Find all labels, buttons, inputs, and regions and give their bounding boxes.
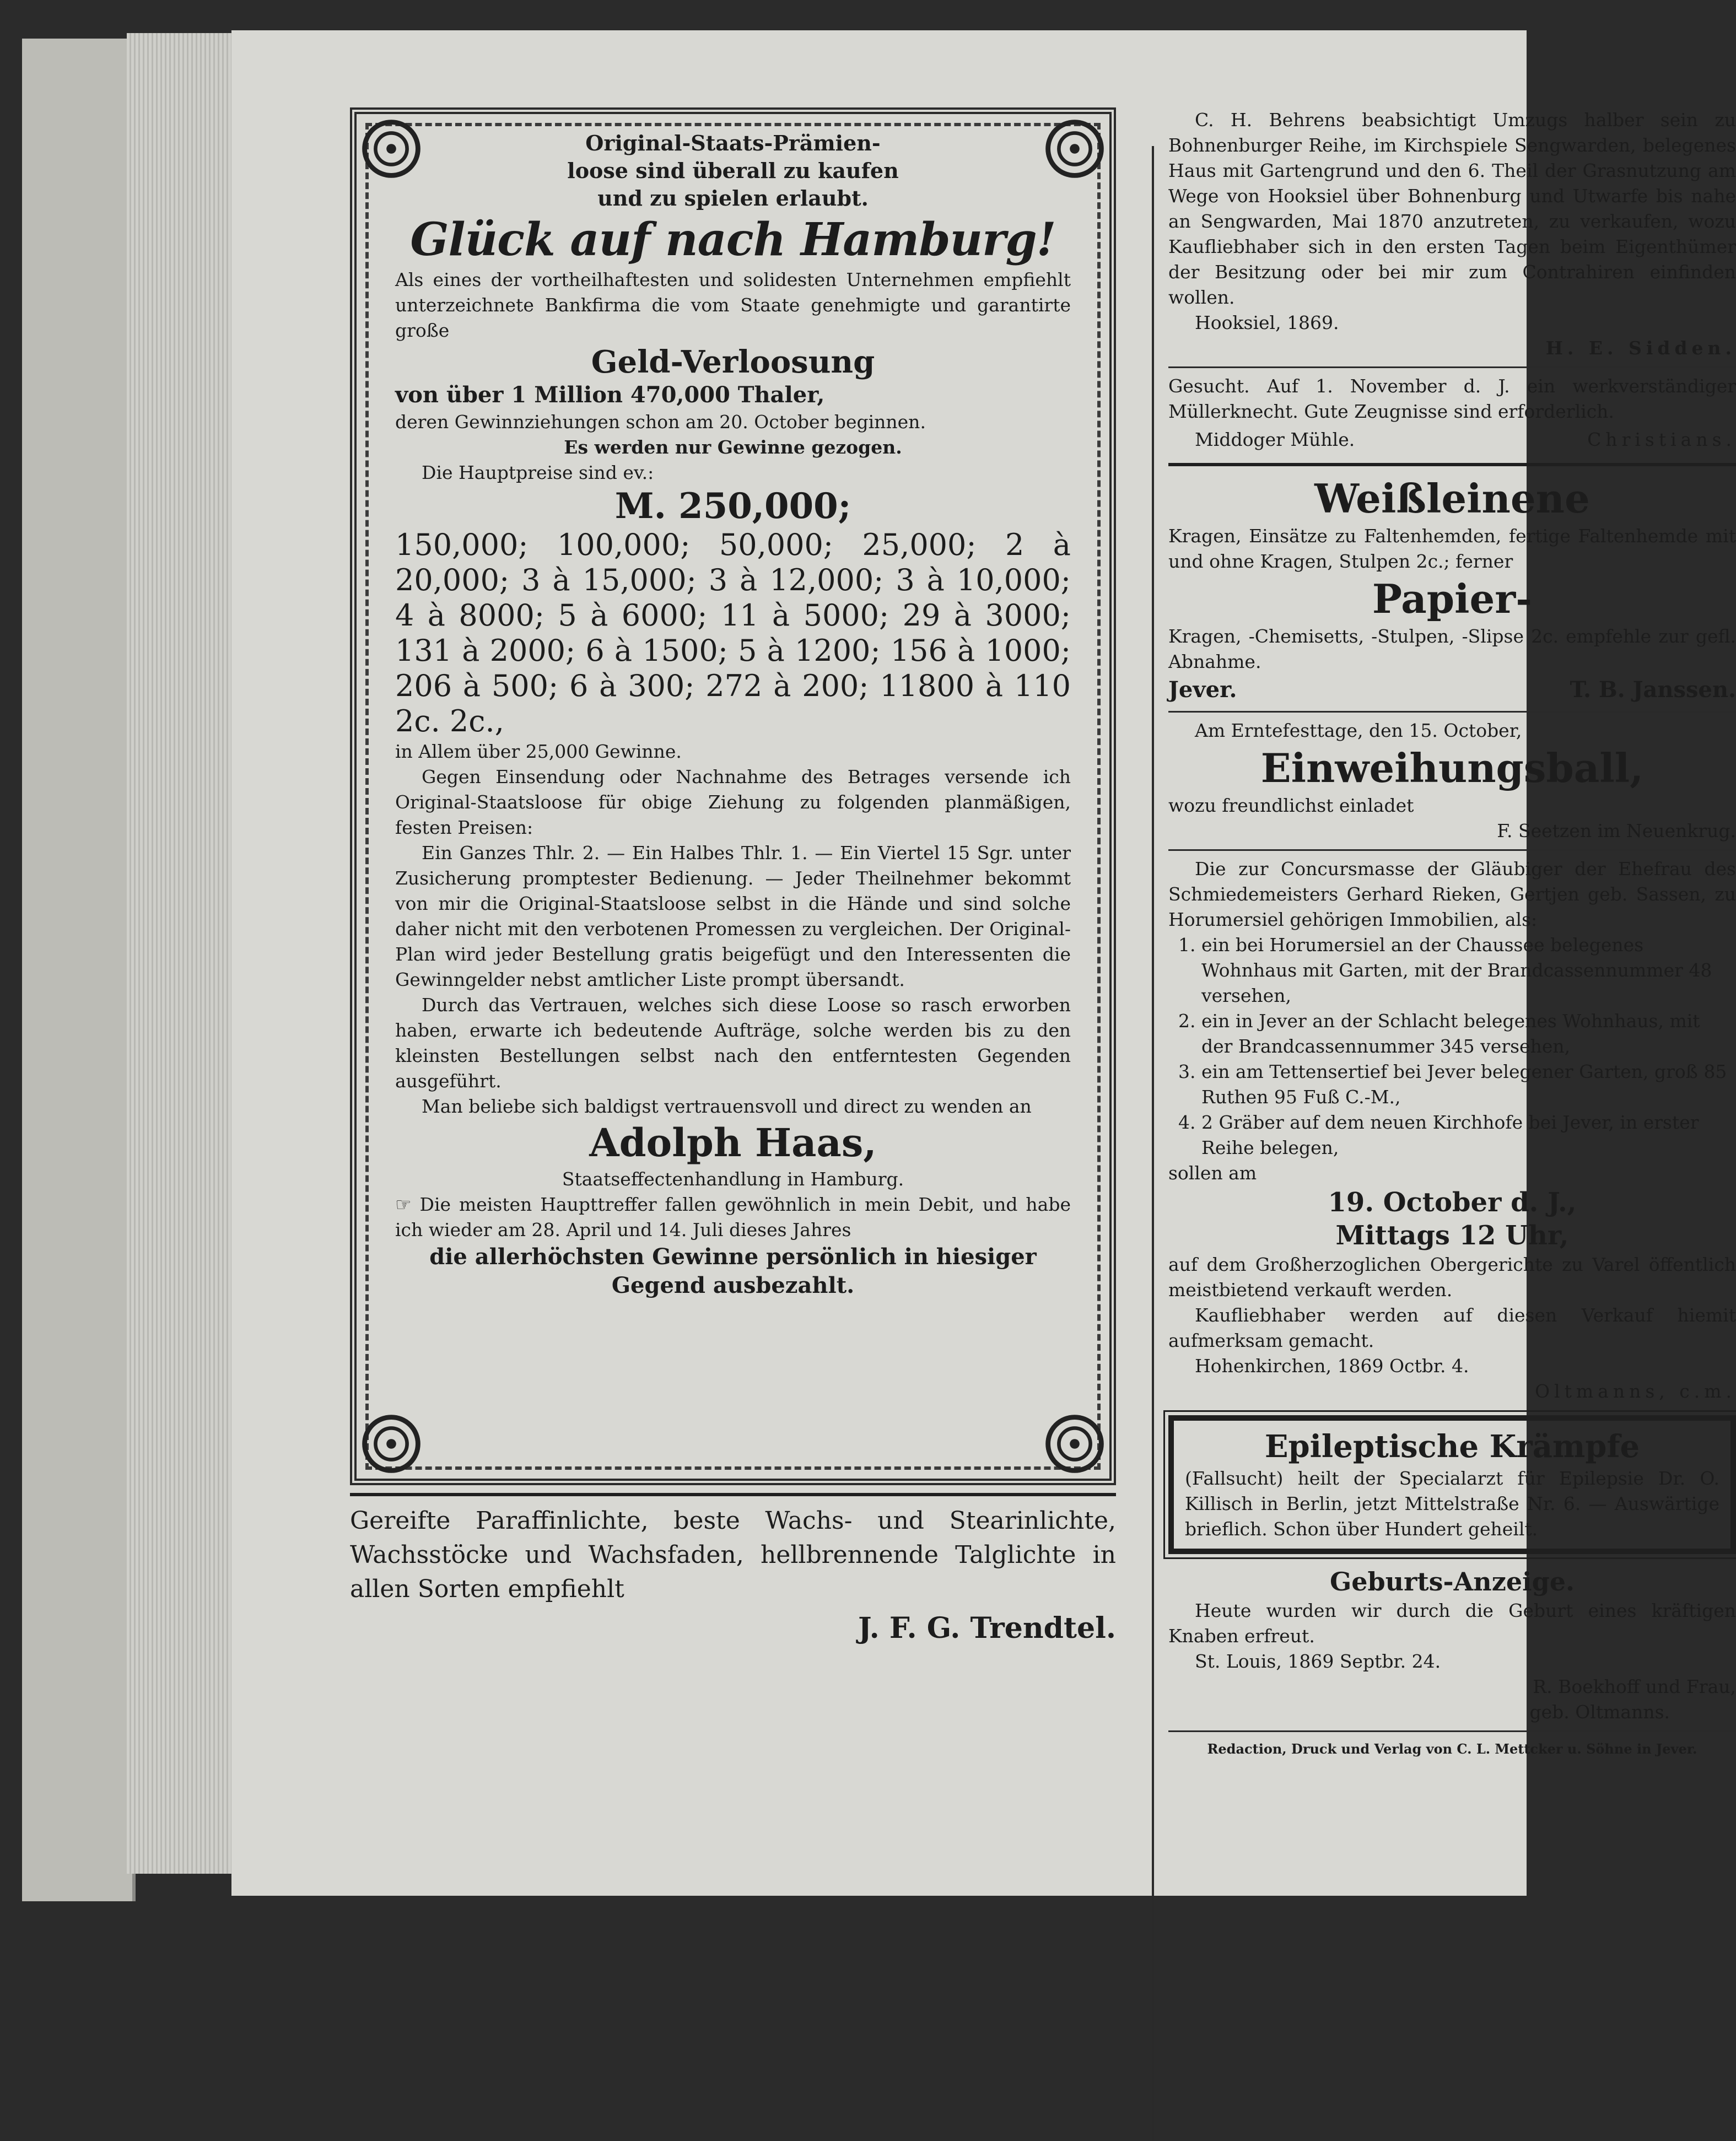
concurs-intro: Die zur Concursmasse der Gläubiger der Ehefrau des Schmiedemeisters Gerhard Rieken, Gertjen geb. Sassen, zu Horumersiel gehörigen Immobilien, als: (1168, 858, 1736, 930)
birth-title: Geburts-Anzeige. (1329, 1567, 1575, 1597)
right-column (1168, 107, 1736, 1759)
birth-signature-2: geb. Oltmanns. (1529, 1701, 1670, 1723)
column-divider (1152, 146, 1154, 2141)
linen-title: Weißleinene (1314, 475, 1590, 522)
behrens-notice (1168, 107, 1736, 361)
concurs-notice (1168, 856, 1736, 1404)
ad-body-6: die allerhöchsten Gewinne persönlich in hiesiger Gegend ausbezahlt. (429, 1244, 1037, 1298)
concurs-items (1168, 932, 1736, 1161)
rosette-ornament-icon (361, 1414, 422, 1474)
section-rule (1168, 463, 1736, 466)
wax-candles-advertisement (350, 1504, 1116, 1651)
ad-body-5: ☞ Die meisten Haupttreffer fallen gewöhnlich in mein Debit, und habe ich wieder am 28. April und 14. Juli dieses Jahres (395, 1194, 1071, 1241)
concurs-time: Mittags 12 Uhr, (1335, 1220, 1569, 1251)
list-item: 4. 2 Gräber auf dem neuen Kirchhofe bei Jever, in erster Reihe belegen, (1201, 1110, 1736, 1161)
behrens-place: Hooksiel, 1869. (1195, 312, 1339, 333)
ad-firm-subtitle: Staatseffectenhandlung in Hamburg. (562, 1168, 904, 1190)
ad-main-prizes-label: Die Hauptpreise sind ev.: (422, 462, 654, 483)
gesucht-signature: Christians. (1587, 429, 1736, 450)
rosette-ornament-icon (1044, 118, 1105, 179)
epilepsy-advertisement (1168, 1415, 1736, 1554)
concurs-signature: Oltmanns, c.m. (1534, 1380, 1736, 1402)
ball-invite: wozu freundlichst einladet (1168, 795, 1414, 816)
linen-footer (1168, 675, 1736, 705)
gesucht-place: Middoger Mühle. (1195, 429, 1355, 450)
birth-place: St. Louis, 1869 Septbr. 24. (1195, 1651, 1441, 1672)
ad-draw-text: deren Gewinnziehungen schon am 20. October beginnen. (395, 411, 926, 433)
paper-title: Papier- (1372, 575, 1533, 622)
imprint-footer: Redaction, Druck und Verlag von C. L. Mettcker u. Söhne in Jever. (1207, 1741, 1697, 1757)
ad-prize-list: 150,000; 100,000; 50,000; 25,000; 2 à 20,000; 3 à 15,000; 3 à 12,000; 3 à 10,000; 4 à 8000; 5 à 6000; 11 à 5000; 29 à 3000; 131 à 2000; 6 à 1500; 5 à 1200; 156 à 1000; 206 à 500; 6 à 300; 272 à 200; 11800 à 110 2c. 2c., (395, 527, 1071, 738)
newspaper-page (231, 30, 1736, 1896)
epilepsy-text: (Fallsucht) heilt der Specialarzt für Epilepsie Dr. O. Killisch in Berlin, jetzt Mittelstraße Nr. 6. — Auswärtige brieflich. Schon über Hundert geheilt. (1185, 1468, 1719, 1540)
ad-intro: Als eines der vortheilhaftesten und solidesten Unternehmen empfiehlt unterzeichnete Bankfirma die vom Staate genehmigte und garantirte große (395, 269, 1071, 341)
gesucht-notice (1168, 374, 1736, 455)
wax-text: Gereifte Paraffinlichte, beste Wachs- und Stearinlichte, Wachsstöcke und Wachsfaden, hellbrennende Talglichte in allen Sorten empfiehlt (350, 1507, 1116, 1603)
lottery-advertisement (350, 107, 1116, 1485)
gesucht-text: Gesucht. Auf 1. November d. J. ein werkverständiger Müllerknecht. Gute Zeugnisse sind erforderlich. (1168, 375, 1736, 422)
gesucht-footer (1168, 424, 1736, 455)
ad-main-prize: M. 250,000; (614, 486, 851, 527)
ad-total: in Allem über 25,000 Gewinne. (395, 741, 682, 762)
epilepsy-title: Epileptische Krämpfe (1264, 1428, 1640, 1465)
birth-signature-1: R. Boekhoff und Frau, (1533, 1676, 1736, 1697)
ad-header: Original-Staats-Prämien- loose sind überall zu kaufen und zu spielen erlaubt. (567, 131, 899, 211)
ball-notice (1168, 718, 1736, 844)
ball-signature: F. Seetzen im Neuenkrug. (1497, 820, 1736, 842)
linen-text: Kragen, Einsätze zu Faltenhemden, fertige Faltenhemde mit und ohne Kragen, Stulpen 2c.; ferner (1168, 525, 1736, 572)
list-item: 3. ein am Tettensertief bei Jever belegener Garten, groß 85 Ruthen 95 Fuß C.-M., (1201, 1059, 1736, 1110)
concurs-place: Hohenkirchen, 1869 Octbr. 4. (1195, 1355, 1469, 1377)
concurs-text-2: auf dem Großherzoglichen Obergerichte zu Varel öffentlich meistbietend verkauft werden. (1168, 1254, 1736, 1301)
wax-signature: J. F. G. Trendtel. (858, 1611, 1116, 1645)
left-column (350, 107, 1116, 1651)
concurs-text-3: Kaufliebhaber werden auf diesen Verkauf hiemit aufmerksam gemacht. (1168, 1304, 1736, 1351)
birth-text: Heute wurden wir durch die Geburt eines kräftigen Knaben erfreut. (1168, 1600, 1736, 1647)
linen-signature: T. B. Janssen. (1570, 677, 1736, 703)
behrens-signature: H. E. Sidden. (1545, 337, 1736, 359)
linen-advertisement (1168, 474, 1736, 705)
ad-body-1: Gegen Einsendung oder Nachnahme des Betrages versende ich Original-Staatsloose für obige Ziehung zu folgenden planmäßigen, festen Preisen: (395, 766, 1071, 838)
list-item: 2. ein in Jever an der Schlacht belegenes Wohnhaus, mit der Brandcassennummer 345 versehen, (1201, 1009, 1736, 1059)
list-item: 1. ein bei Horumersiel an der Chaussee belegenes Wohnhaus mit Garten, mit der Brandcassennummer 48 versehen, (1201, 932, 1736, 1009)
section-rule (350, 1493, 1116, 1496)
section-rule (1168, 1730, 1736, 1732)
section-rule (1168, 366, 1736, 368)
section-rule (1168, 849, 1736, 851)
rosette-ornament-icon (1044, 1414, 1105, 1474)
behrens-text: C. H. Behrens beabsichtigt Umzugs halber sein zu Bohnenburger Reihe, im Kirchspiele Sengwarden, belegenes Haus mit Gartengrund und den 6. Theil der Grasnutzung am Wege von Hooksiel über Bohnenburg und Utwarfe bis nahe an Sengwarden, Mai 1870 anzutreten, zu verkaufen, wozu Kaufliebhaber sich in den ersten Tagen beim Eigenthümer der Besitzung oder bei mir zum Contrahiren einfinden wollen. (1168, 109, 1736, 308)
ad-subtitle: von über 1 Million 470,000 Thaler, (395, 382, 825, 408)
concurs-shall: sollen am (1168, 1162, 1257, 1184)
rosette-ornament-icon (361, 118, 422, 179)
book-cover-edge (22, 39, 136, 1901)
ball-title: Einweihungsball, (1260, 745, 1644, 791)
ad-firm-name: Adolph Haas, (589, 1120, 877, 1166)
paper-text: Kragen, -Chemisetts, -Stulpen, -Slipse 2c. empfehle zur gefl. Abnahme. (1168, 625, 1736, 672)
ad-only-wins: Es werden nur Gewinne gezogen. (564, 436, 902, 458)
ad-title: Geld-Verloosung (591, 344, 875, 380)
ad-body-3: Durch das Vertrauen, welches sich diese Loose so rasch erworben haben, erwarte ich bedeutende Aufträge, solche werden bis zu den kleinsten Bestellungen selbst nach den entferntesten Gegenden ausgeführt. (395, 994, 1071, 1092)
ad-body-2: Ein Ganzes Thlr. 2. — Ein Halbes Thlr. 1. — Ein Viertel 15 Sgr. unter Zusicherung promptester Bedienung. — Jeder Theilnehmer bekommt von mir die Original-Staatsloose selbst in die Hände und sind solche daher nicht mit den verbotenen Promessen zu vergleichen. Der Original-Plan wird jeder Bestellung gratis beigefügt und den Interessenten die Gewinngelder nebst amtlicher Liste prompt übersandt. (395, 842, 1071, 990)
linen-place: Jever. (1168, 677, 1237, 703)
ad-slogan: Glück auf nach Hamburg! (410, 213, 1056, 266)
ball-date: Am Erntefesttage, den 15. October, (1195, 720, 1522, 741)
ad-body-4: Man beliebe sich baldigst vertrauensvoll und direct zu wenden an (422, 1096, 1032, 1117)
birth-announcement (1168, 1565, 1736, 1725)
concurs-date: 19. October d. J., (1328, 1187, 1577, 1218)
section-rule (1168, 711, 1736, 713)
